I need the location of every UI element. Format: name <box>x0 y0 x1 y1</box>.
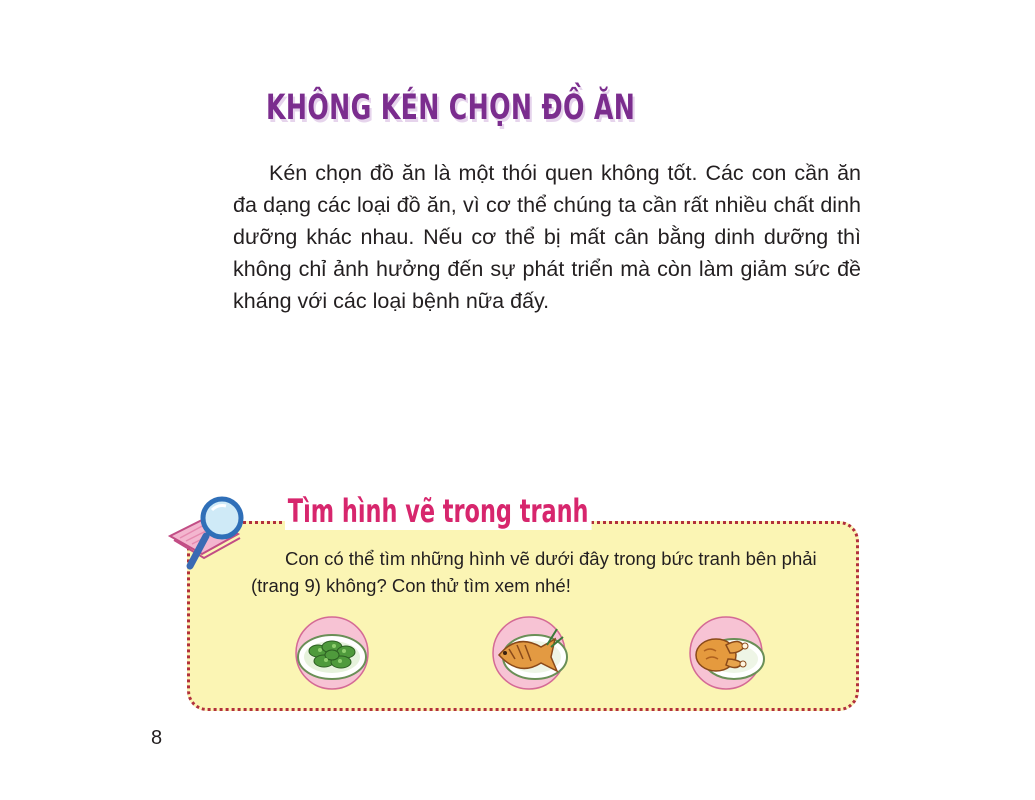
activity-text: Con có thể tìm những hình vẽ dưới đây trong bức tranh bên phải (trang 9) không? Con thử tìm xem nhé! <box>251 548 817 596</box>
magnifier-book-icon <box>166 494 256 574</box>
vegetable-plate-icon <box>294 615 374 691</box>
page-number: 8 <box>151 727 163 749</box>
fish-plate-icon <box>491 615 571 691</box>
page-title: KHÔNG KÉN CHỌN ĐỒ ĂN <box>266 88 636 128</box>
roast-chicken-plate-icon <box>688 615 768 691</box>
activity-title: Tìm hình vẽ trong tranh <box>285 492 591 530</box>
body-paragraph: Kén chọn đồ ăn là một thói quen không tốt. Các con cần ăn đa dạng các loại đồ ăn, vì cơ thể chúng ta cần rất nhiều chất dinh dưỡng khác nhau. Nếu cơ thể bị mất cân bằng dinh dưỡng thì không chỉ ảnh hưởng đến sự phát triển mà còn làm giảm sức đề kháng với các loại bệnh nữa đấy. <box>233 161 861 313</box>
